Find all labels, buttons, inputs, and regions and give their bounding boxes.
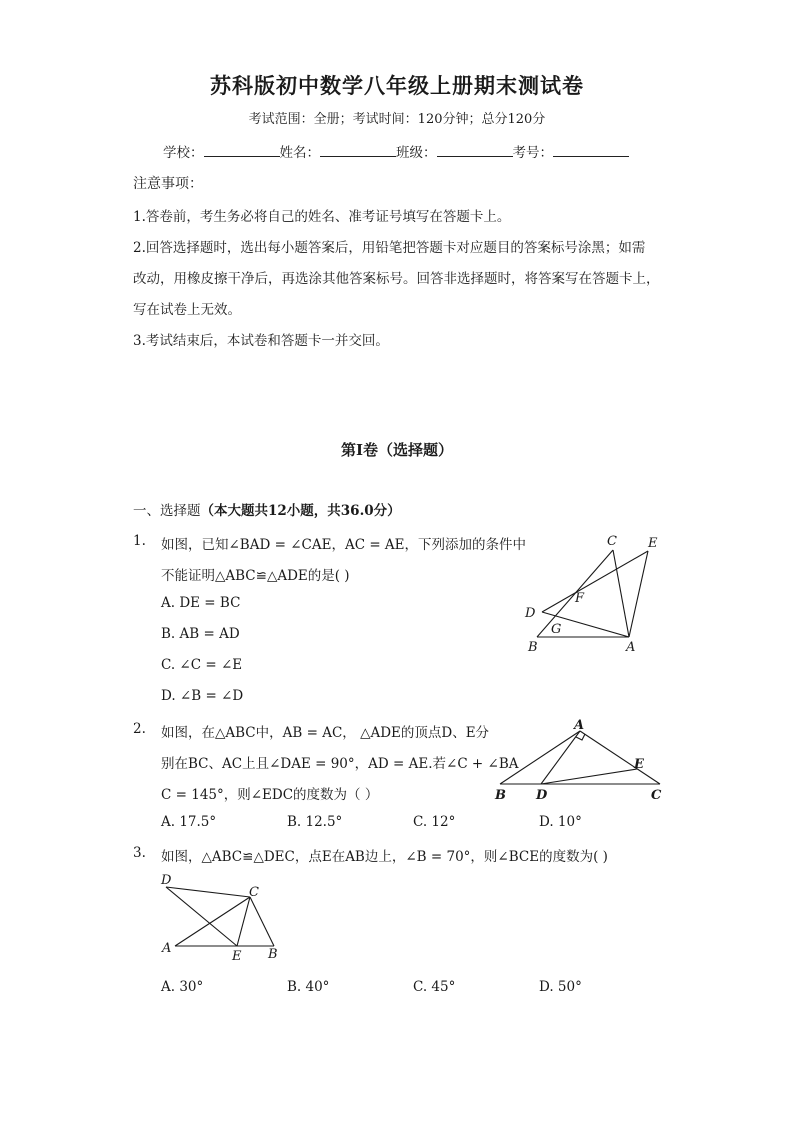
option-c[interactable]: C. ∠C = ∠E bbox=[161, 657, 243, 673]
option-d[interactable]: D. 10° bbox=[539, 814, 582, 830]
notice-line: 写在试卷上无效。 bbox=[133, 302, 241, 318]
q1-label-E: E bbox=[648, 536, 658, 551]
part-detail: （本大题共12小题，共36.0分） bbox=[200, 503, 401, 519]
q1-label-A: A bbox=[626, 640, 636, 655]
option-d[interactable]: D. 50° bbox=[539, 979, 582, 995]
option-c[interactable]: C. 12° bbox=[413, 814, 456, 830]
q2-label-C: C bbox=[651, 788, 662, 803]
q3-label-C: C bbox=[249, 885, 259, 900]
option-a[interactable]: A. 17.5° bbox=[161, 814, 217, 830]
option-b[interactable]: B. AB = AD bbox=[161, 626, 240, 642]
name-label: 姓名： bbox=[279, 145, 320, 161]
q2-label-D: D bbox=[536, 788, 548, 803]
q3-label-D: D bbox=[161, 873, 172, 888]
notice-line: 1.答卷前，考生务必将自己的姓名、准考证号填写在答题卡上。 bbox=[133, 209, 511, 225]
q3-label-A: A bbox=[162, 941, 172, 956]
question-text: 如图，已知∠BAD = ∠CAE，AC = AE，下列添加的条件中 bbox=[161, 537, 527, 553]
option-b[interactable]: B. 40° bbox=[287, 979, 330, 995]
q2-label-B: B bbox=[495, 788, 506, 803]
q2-seg-AD bbox=[541, 731, 580, 784]
q3-label-E: E bbox=[232, 949, 242, 964]
q1-seg-DE bbox=[542, 551, 648, 612]
option-c[interactable]: C. 45° bbox=[413, 979, 456, 995]
q1-label-G: G bbox=[551, 622, 562, 637]
q3-seg-DE bbox=[166, 887, 237, 946]
question-text: 如图，△ABC≌△DEC，点E在AB边上，∠B = 70°，则∠BCE的度数为( ) bbox=[161, 849, 608, 865]
notice-line: 2.回答选择题时，选出每小题答案后，用铅笔把答题卡对应题目的答案标号涂黑；如需 bbox=[133, 240, 646, 256]
question-number: 1. bbox=[133, 533, 146, 549]
exam-subtitle: 考试范围：全册；考试时间：120分钟；总分120分 bbox=[248, 112, 546, 127]
notice-line: 3.考试结束后，本试卷和答题卡一并交回。 bbox=[133, 333, 389, 349]
option-b[interactable]: B. 12.5° bbox=[287, 814, 343, 830]
q1-seg-EA bbox=[629, 551, 648, 637]
q2-label-A: A bbox=[574, 718, 585, 733]
q1-label-B: B bbox=[528, 640, 538, 655]
question-text: 不能证明△ABC≌△ADE的是( ) bbox=[161, 568, 350, 584]
question-text: 别在BC、AC上且∠DAE = 90°，AD = AE.若∠C + ∠BA bbox=[161, 756, 519, 772]
question-text: 如图，在△ABC中，AB = AC， △ADE的顶点D、E分 bbox=[161, 725, 490, 741]
q3-seg-CB bbox=[250, 897, 274, 946]
notice-line: 改动，用橡皮擦干净后，再选涂其他答案标号。回答非选择题时，将答案写在答题卡上， bbox=[133, 271, 660, 287]
option-a[interactable]: A. 30° bbox=[161, 979, 204, 995]
school-label: 学校： bbox=[163, 145, 204, 161]
exam-title: 苏科版初中数学八年级上册期末测试卷 bbox=[210, 73, 584, 98]
question-number: 3. bbox=[133, 845, 146, 861]
q2-label-E: E bbox=[634, 757, 644, 772]
q1-label-D: D bbox=[525, 606, 536, 621]
exam-number-label: 考号： bbox=[512, 145, 553, 161]
q3-label-B: B bbox=[268, 947, 278, 962]
question-text: C = 145°，则∠EDC的度数为（ ） bbox=[161, 787, 379, 803]
q1-label-C: C bbox=[607, 534, 617, 549]
section-title: 第Ⅰ卷（选择题） bbox=[340, 441, 454, 459]
part-prefix: 一、选择题 bbox=[133, 503, 201, 519]
class-label: 班级： bbox=[396, 145, 437, 161]
q3-seg-DC bbox=[166, 887, 250, 897]
q1-label-F: F bbox=[575, 591, 585, 606]
option-a[interactable]: A. DE = BC bbox=[161, 595, 241, 611]
notice-heading: 注意事项： bbox=[133, 176, 203, 192]
question-number: 2. bbox=[133, 721, 146, 737]
option-d[interactable]: D. ∠B = ∠D bbox=[161, 688, 244, 704]
q2-seg-DE bbox=[541, 769, 637, 784]
